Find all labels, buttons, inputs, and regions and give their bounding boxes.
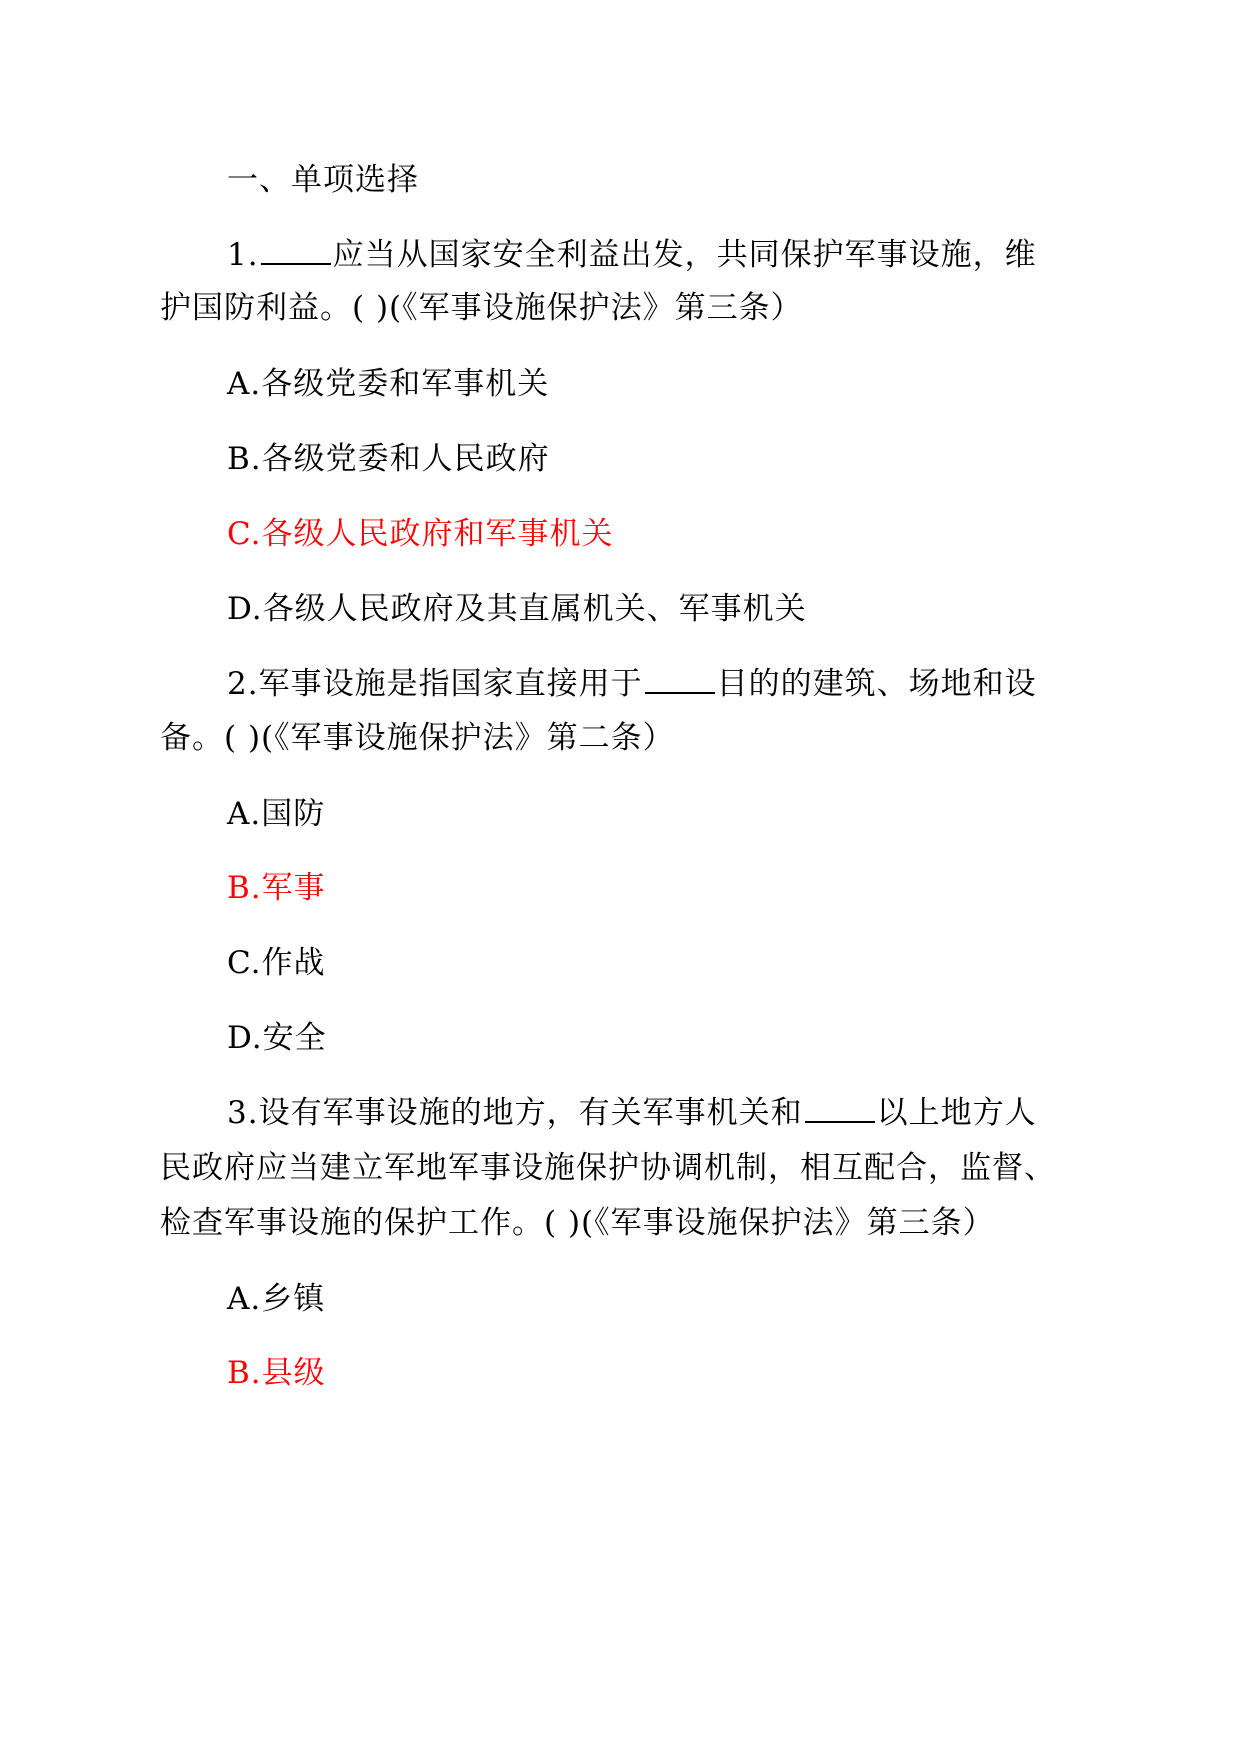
question-2-option-a: A.国防 — [227, 796, 326, 832]
question-1-option-c-answer: C.各级人民政府和军事机关 — [227, 516, 614, 552]
question-1-option-d: D.各级人民政府及其直属机关、军事机关 — [227, 591, 807, 627]
question-2-option-b-answer: B.军事 — [227, 870, 326, 906]
question-3-line-2: 民政府应当建立军地军事设施保护协调机制，相互配合，监督、 — [160, 1150, 1056, 1186]
section-title: 一、单项选择 — [227, 162, 419, 198]
question-2-blank — [645, 664, 715, 694]
question-2-option-c: C.作战 — [227, 945, 326, 981]
question-1-blank — [261, 235, 331, 265]
question-2-stem-before: 军事设施是指国家直接用于 — [258, 666, 643, 702]
question-3-blank — [805, 1093, 875, 1123]
question-3-stem-after: 以上地方人 — [876, 1095, 1037, 1131]
question-3-stem-before: 设有军事设施的地方，有关军事机关和 — [258, 1095, 803, 1131]
question-2-stem-after: 目的的建筑、场地和设 — [716, 666, 1037, 702]
question-1-line-2: 护国防利益。( )(《军事设施保护法》第三条） — [160, 290, 803, 326]
question-3-line-3: 检查军事设施的保护工作。( )(《军事设施保护法》第三条） — [160, 1205, 995, 1241]
question-1-option-b: B.各级党委和人民政府 — [227, 441, 550, 477]
question-3-line-1 — [227, 1093, 1037, 1133]
question-2-line-2: 备。( )(《军事设施保护法》第二条） — [160, 720, 675, 756]
question-1-stem-part: 应当从国家安全利益出发，共同保护军事设施，维 — [332, 237, 1037, 273]
question-2-option-d: D.安全 — [227, 1020, 327, 1056]
question-1-line-1 — [227, 235, 1037, 275]
question-2-line-1 — [227, 664, 1037, 704]
question-3-option-a: A.乡镇 — [227, 1281, 326, 1317]
question-1-number: 1. — [227, 237, 259, 273]
question-1-option-a: A.各级党委和军事机关 — [227, 366, 550, 402]
question-3-option-b-answer: B.县级 — [227, 1355, 326, 1391]
question-2-number: 2. — [227, 666, 259, 702]
question-3-number: 3. — [227, 1095, 259, 1131]
